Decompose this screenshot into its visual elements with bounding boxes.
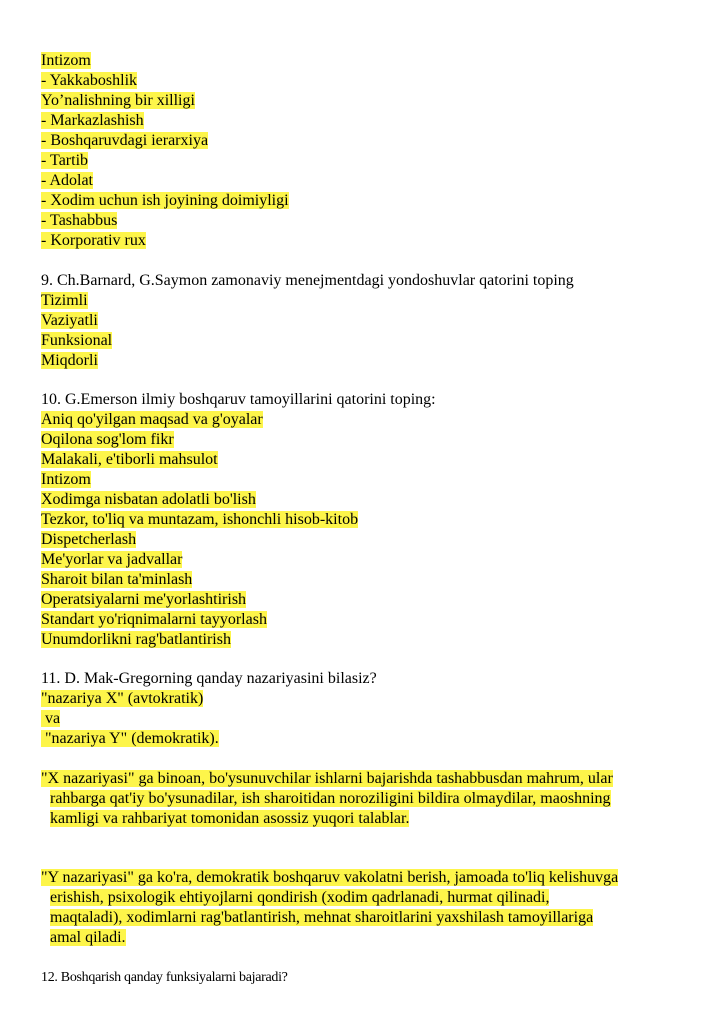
answer-line: Operatsiyalarni me'yorlashtirish: [41, 591, 247, 608]
block1-line: - Korporativ rux: [41, 232, 146, 249]
answer-line: Tezkor, to'liq va muntazam, ishonchli hisob-kitob: [41, 511, 359, 528]
y-theory-paragraph-line: erishish, psixologik ehtiyojlarni qondirish (xodim qadrlanadi, hurmat qilinadi,: [50, 889, 550, 906]
answer-line: Malakali, e'tiborli mahsulot: [41, 451, 218, 468]
answer-line: Sharoit bilan ta'minlash: [41, 571, 193, 588]
block1-line: - Boshqaruvdagi ierarxiya: [41, 132, 209, 149]
answer-line: Tizimli: [41, 292, 88, 309]
block1-line: - Tashabbus: [41, 212, 118, 229]
answer-line: Unumdorlikni rag'batlantirish: [41, 631, 231, 648]
block1-line: Intizom: [41, 52, 91, 69]
block1-line: Yo’nalishning bir xilligi: [41, 92, 195, 109]
y-theory-paragraph-line: "Y nazariyasi" ga ko'ra, demokratik boshqaruv vakolatni berish, jamoada to'liq kelishuvga: [41, 869, 619, 886]
answer-line: Aniq qo'yilgan maqsad va g'oyalar: [41, 411, 263, 428]
block1-line: - Adolat: [41, 172, 93, 189]
x-theory-paragraph-line: rahbarga qat'iy bo'ysunadilar, ish sharoitidan noroziligini bildira olmaydilar, maoshning: [50, 790, 611, 807]
answer-line: Miqdorli: [41, 352, 98, 369]
x-theory-paragraph-line: "X nazariyasi" ga binoan, bo'ysunuvchilar ishlarni bajarishda tashabbusdan mahrum, ular: [41, 770, 613, 787]
question-12: 12. Boshqarish qanday funksiyalarni bajaradi?: [41, 970, 288, 985]
answer-line: Dispetcherlash: [41, 531, 137, 548]
block1-line: - Markazlashish: [41, 112, 144, 129]
y-theory-paragraph-line: amal qiladi.: [50, 929, 126, 946]
answer-line: Vaziyatli: [41, 312, 98, 329]
block1-line: - Tartib: [41, 152, 89, 169]
question-11: 11. D. Mak-Gregorning qanday nazariyasini bilasiz?: [41, 670, 377, 687]
block1-line: - Yakkaboshlik: [41, 72, 138, 89]
answer-line: va: [41, 710, 61, 727]
block1-line: - Xodim uchun ish joyining doimiyligi: [41, 192, 289, 209]
y-theory-paragraph-line: maqtaladi), xodimlarni rag'batlantirish, mehnat sharoitlarini yaxshilash tamoyillariga: [50, 909, 594, 926]
answer-line: Intizom: [41, 471, 91, 488]
answer-line: Funksional: [41, 332, 113, 349]
answer-line: Standart yo'riqnimalarni tayyorlash: [41, 611, 267, 628]
answer-line: Me'yorlar va jadvallar: [41, 551, 183, 568]
answer-line: "nazariya Y" (demokratik).: [41, 730, 219, 747]
answer-line: Xodimga nisbatan adolatli bo'lish: [41, 491, 256, 508]
answer-line: "nazariya X" (avtokratik): [41, 690, 204, 707]
x-theory-paragraph-line: kamligi va rahbariyat tomonidan asossiz yuqori talablar.: [50, 810, 410, 827]
question-10: 10. G.Emerson ilmiy boshqaruv tamoyillarini qatorini toping:: [41, 391, 436, 408]
question-9: 9. Ch.Barnard, G.Saymon zamonaviy menejmentdagi yondoshuvlar qatorini toping: [41, 272, 574, 289]
answer-line: Oqilona sog'lom fikr: [41, 431, 174, 448]
